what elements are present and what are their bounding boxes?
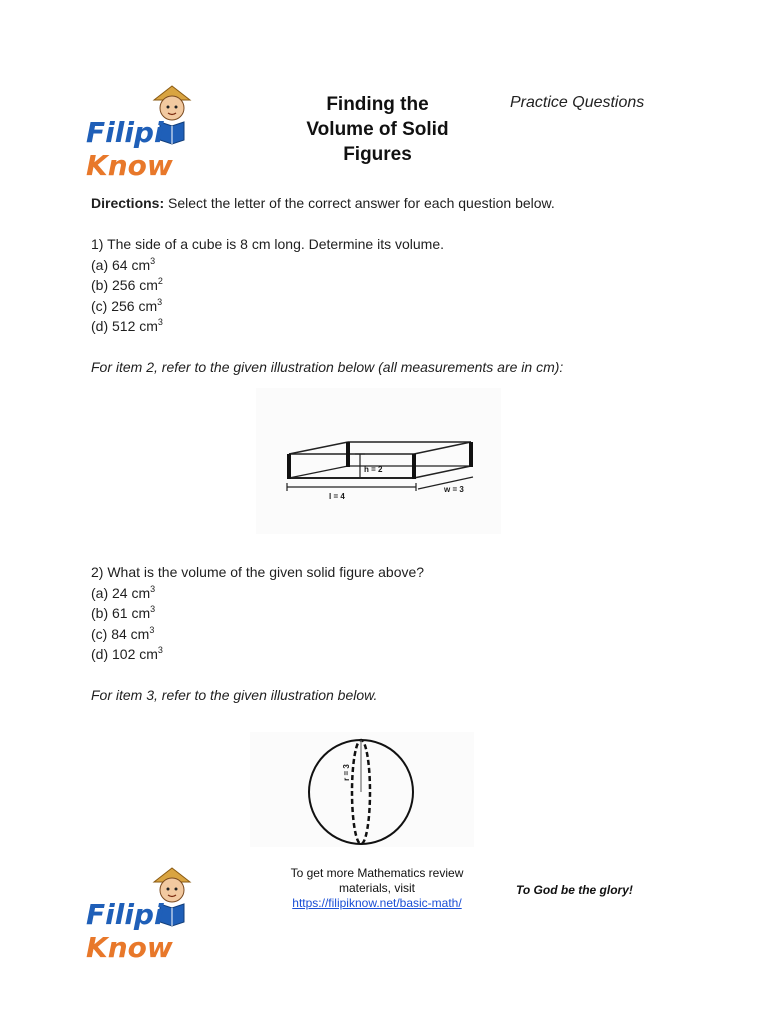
title-line-2: Volume of Solid	[306, 119, 449, 140]
item-2-note: For item 2, refer to the given illustration below (all measurements are in cm):	[91, 359, 564, 375]
question-2	[91, 562, 424, 665]
footer-line-2: materials, visit	[338, 881, 415, 895]
box-figure	[256, 388, 501, 534]
question-2-text: 2) What is the volume of the given solid figure above?	[91, 564, 425, 580]
item-3-note: For item 3, refer to the given illustration below.	[91, 687, 378, 703]
title-line-1: Finding the	[326, 94, 429, 115]
directions-label: Directions:	[91, 195, 165, 211]
filipiknow-logo	[84, 78, 254, 182]
q1-choice-d[interactable]: (d) 512 $cm^3$	[91, 317, 163, 334]
directions-text: Select the letter of the correct answer for each question below.	[164, 195, 555, 211]
q1-choice-a[interactable]: (a) 64 $cm^3$	[91, 255, 156, 273]
filipiknow-logo-footer	[84, 860, 254, 964]
q2-choice-a[interactable]: (a) 24 $cm^3$	[91, 583, 156, 601]
footer-line-1: To get more Mathematics review	[290, 866, 464, 880]
footer-link[interactable]: https://filipiknow.net/basic-math/	[292, 896, 462, 910]
title-line-3: Figures	[343, 144, 412, 165]
logo-text-filipi: Filipi	[86, 898, 164, 931]
logo-text-know: Know	[86, 149, 173, 182]
sphere-radius-label: r = 3	[341, 764, 351, 781]
question-1	[91, 234, 444, 337]
page-subtitle: Practice Questions	[510, 94, 645, 111]
q2-choice-b[interactable]: (b) 61 $cm^3$	[91, 604, 156, 621]
box-width-label: w = 3	[444, 485, 464, 494]
directions	[91, 193, 555, 214]
question-1-text: 1) The side of a cube is 8 cm long. Determine its volume.	[91, 236, 445, 252]
q1-choice-b[interactable]: (b) 256 $cm^2$	[91, 276, 163, 293]
box-height-label: h = 2	[364, 465, 383, 474]
footer-message	[276, 866, 478, 911]
logo-text-filipi: Filipi	[86, 116, 164, 149]
q2-choice-c[interactable]: (c) 84 $cm^3$	[91, 624, 155, 642]
logo-text-know: Know	[86, 931, 173, 964]
page-title	[285, 92, 470, 167]
footer-glory: To God be the glory!	[516, 883, 633, 897]
q2-choice-d[interactable]: (d) 102 $cm^3$	[91, 645, 163, 662]
sphere-figure	[250, 732, 474, 842]
q1-choice-c[interactable]: (c) 256 $cm^3$	[91, 296, 163, 314]
box-length-label: l = 4	[329, 492, 345, 501]
